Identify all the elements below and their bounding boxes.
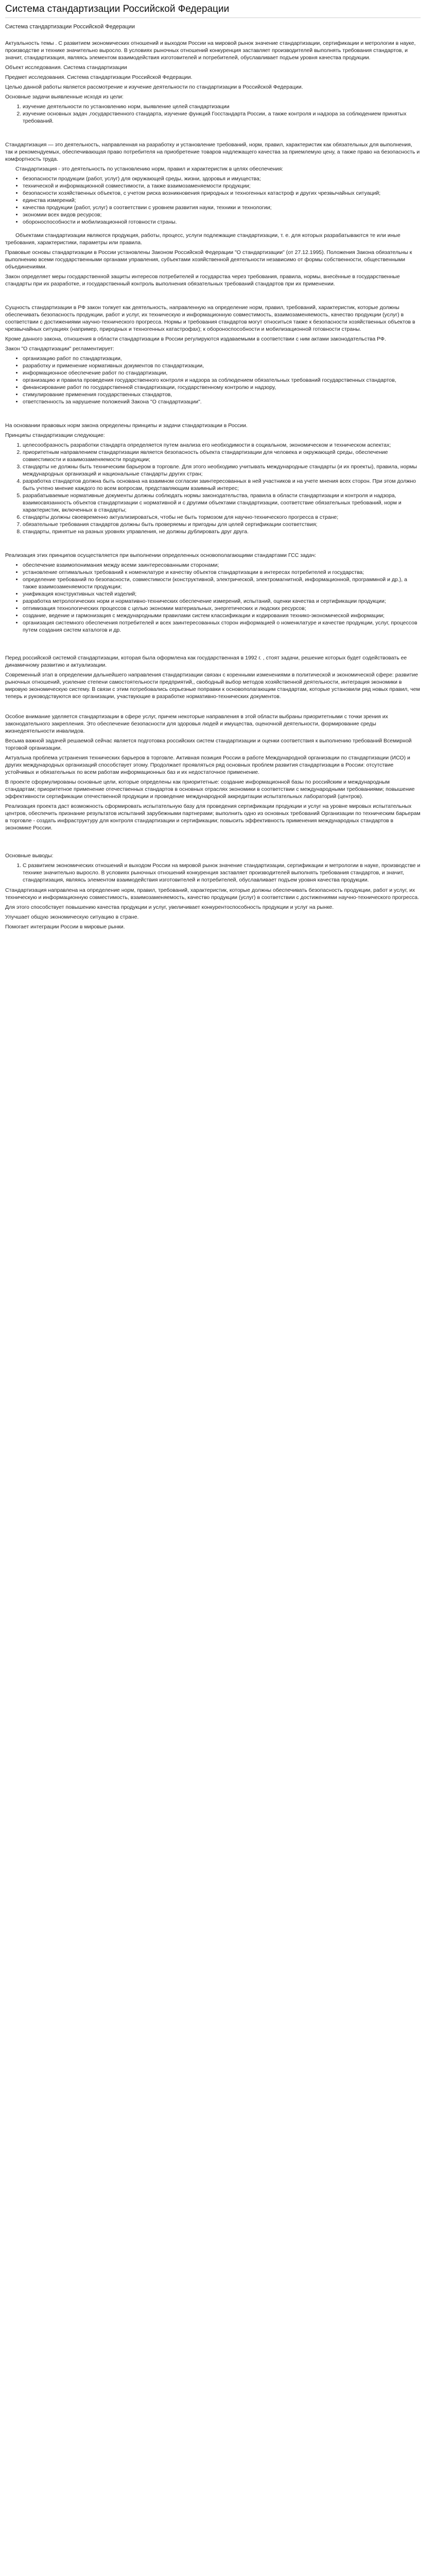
list-item: • унификация конструктивных частей изделий; [23, 590, 421, 598]
list-item: • организацию и правила проведения государственного контроля и надзора за соблюдением обязательных требований государственных стандартов, [23, 377, 421, 384]
paragraph: Актуальна проблема устранения технических барьеров в торговле. Активная позиция России в работе Международной организации по стандартизации (ИСО) и других международных организаций способствует этому. Продолжает проявляться ряд основных проблем развития стандартизации в России: отсутствие устойчивых и обязательных по всем работам информационных баз и их недостаточное применение. [5, 755, 410, 775]
list-item: 6. стандарты должны своевременно актуализироваться, чтобы не быть тормозом для научно-технического прогресса в стране; [23, 514, 421, 521]
principles-list [5, 442, 421, 535]
paragraph: Актуальность темы . С развитием экономических отношений и выходом России на мировой рынок значение стандартизации, сертификации и метрологии в науке, производстве и технике значительно выросло. В условиях рыночных отношений конкуренция заставляет производителей выполнять требования стандартов, и значит, стандартизация, являясь элементом взаимодействия изготовителей и потребителей, обуславливает подъем уровня качества продукции. [5, 40, 416, 61]
paragraph: Закон "О стандартизации" регламентирует: [5, 346, 114, 352]
paragraph: Объект исследования. Система стандартизации [5, 64, 127, 71]
definition-section [5, 141, 421, 226]
conclusions-section [5, 852, 421, 930]
list-item: • единства измерений; [23, 197, 421, 204]
paragraph: Современный этап в определении дальнейшего направления стандартизации связан с коренными изменениями в политической и экономической сфере: развитие рыночных отношений, усиление степени самостоятельности предприятий,, свободный выбор методов хозяйственной деятельности, интеграция экономики в мировую экономическую систему. В связи с этим потребовались серьезные поправки к основополагающим стандартам, которые установили ряд новых правил, чем теперь и руководствуются все организации, участвующие в разработке нормативно-технических документов. [5, 672, 420, 700]
list-item: • информационное обеспечение работ по стандартизации, [23, 369, 421, 377]
list-item: • технической и информационной совместимости, а также взаимозаменяемости продукции; [23, 182, 421, 190]
list-item: • организация системного обеспечения потребителей и всех заинтересованных сторон информацией о номенклатуре и качестве продукции, услуг, процессов путем создания систем каталогов и др. [23, 619, 421, 634]
list-item: 1. целесообразность разработки стандарта определяется путем анализа его необходимости в социальном, экономическом и техническом аспектах; [23, 442, 421, 449]
paragraph: Для этого способствует повышению качества продукции и услуг, увеличивает конкурентоспособность продукции и услуг на рынке. [5, 904, 334, 910]
paragraph: Кроме данного закона, отношения в области стандартизации в России регулируются издаваемыми в соответствии с ним актами законодательства РФ. [5, 336, 386, 342]
section-heading: Основные выводы: [5, 853, 54, 859]
paragraph: На основании правовых норм закона определены принципы и задачи стандартизации в России. [5, 422, 248, 429]
list-item: 7. обязательные требования стандартов должны быть проверяемы и пригодны для целей сертификации соответствия; [23, 521, 421, 528]
list-item: 3. стандарты не должны быть техническим барьером в торговле. Для этого необходимо учитывать международные стандарты (и их проекты), правила, нормы международных организаций и национальные стандарты других стран; [23, 463, 421, 478]
paragraph: В проекте сформулированы основные цели, которые определены как приоритетные: создание информационной базы по российским и международным стандартам; приоритетное применение отечественных стандартов в основных отраслях экономики в соответствии с международными требованиями; повышение эффективности сертификации отечественной продукции и проведение международной аккредитации испытательных лабораторий (центров). [5, 779, 415, 800]
paragraph: Основные задачи выявленные исходя из цели: [5, 94, 124, 100]
goals-list [5, 175, 421, 226]
list-item: • качества продукции (работ, услуг) в соответствии с уровнем развития науки, техники и технологии; [23, 204, 421, 211]
paragraph: Реализация проекта даст возможность сформировать испытательную базу для проведения сертификации продукции и услуг на уровне мировых испытательных центров, обеспечить признание результатов испытаний зарубежными партнерами; выполнить одно из основных требований Организации по техническим барьерам в торговле - создать инфраструктуру для контроля стандартизации и сертификации; повысить эффективность применения международных стандартов в экономике России. [5, 803, 421, 831]
list-item: • обеспечение взаимопонимания между всеми заинтересованными сторонами; [23, 562, 421, 569]
paragraph: Особое внимание уделяется стандартизации в сфере услуг, причем некоторые направления в этой области выбраны приоритетными с точки зрения их законодательного закрепления. Это обеспечение безопасности для здоровья людей и имущества, оценочной деятельности, формирование среды жизнедеятельности инвалидов. [5, 714, 388, 734]
paragraph: Стандартизация - это деятельность по установлению норм, правил и характеристик в целях обеспечения: [15, 166, 284, 172]
list-item: • установление оптимальных требований к номенклатуре и качеству объектов стандартизации в интересах потребителей и государства; [23, 569, 421, 576]
list-item: 5. разрабатываемые нормативные документы должны соблюдать нормы законодательства, правила в области стандартизации и контроля и надзора, взаимосвязанность объектов стандартизации с нормативной и с другими объектами стандартизации, соответствие обязательных требований, норм и характеристик, включенных в стандарты; [23, 492, 421, 514]
document-subtitle: Система стандартизации Российской Федерации [5, 24, 135, 30]
paragraph: Сущность стандартизации в РФ закон толкует как деятельность, направленную на определение норм, правил, требований, характеристик, которые должны обеспечивать безопасность продукции, работ и услуг, их техническую и информационную совместимость, взаимозаменяемость, качество продукции (услуг) в соответствии с достижениями научно-технического прогресса. Нормы и требования стандартов могут относиться также к безопасности хозяйственных объектов в чрезвычайных ситуациях (например, природных и техногенных катастрофах); к обороноспособности и мобилизационной готовности страны. [5, 304, 415, 332]
list-item: 2. приоритетным направлением стандартизации является безопасность объекта стандартизации для человека и окружающей среды, обеспечение совместимости и взаимозаменяемости продукции; [23, 449, 421, 463]
paragraph: Объектами стандартизации являются продукция, работы, процесс, услуги подлежащие стандартизации, т. е. для которых разрабатываются те или иные требования, характеристики, параметры или правила. [5, 232, 400, 246]
paragraph: Закон определяет меры государственной защиты интересов потребителей и государства через требования, правила, нормы, внесённые в государственные стандарты при их разработке, и государственный контроль выполнения обязательных требований стандартов при их применении. [5, 274, 400, 287]
list-item: • определение требований по безопасности, совместимости (конструктивной, электрической, электромагнитной, информационной, программной и др.), а также взаимозаменяемости продукции; [23, 576, 421, 590]
objects-section [5, 232, 421, 287]
gosstandart-tasks-list [5, 562, 421, 634]
list-item: 8. стандарты, принятые на разных уровнях управления, не должны дублировать друг друга. [23, 528, 421, 535]
history-section [5, 654, 421, 832]
list-item: • безопасности продукции (работ, услуг) для окружающей среды, жизни, здоровья и имущества; [23, 175, 421, 182]
list-item: • создание, ведение и гармонизация с международными правилами систем классификации и кодирования технико-экономической информации; [23, 612, 421, 619]
paragraph: Весьма важной задачей решаемой сейчас является подготовка российских систем стандартизации и оценки соответствия к выполнению требований Всемирной торговой организации. [5, 738, 412, 751]
conclusions-list [5, 862, 421, 884]
page-title: Система стандартизации Российской Федерации [5, 3, 421, 18]
list-item: • разработку и применение нормативных документов по стандартизации, [23, 362, 421, 369]
paragraph: Правовые основы стандартизации в России установлены Законом Российской Федерации "О стандартизации" (от 27.12.1995). Положения Закона обязательны к выполнению всеми государственными органами управления, субъектами хозяйственной деятельности независимо от формы собственности, общественными объединениями. [5, 249, 412, 270]
essence-section [5, 304, 421, 405]
paragraph: Помогает интеграции России в мировые рынки. [5, 924, 125, 930]
paragraph: Стандартизация — это деятельность, направленная на разработку и установление требований, норм, правил, характеристик как обязательных для выполнения, так и рекомендуемых, обеспечивающая право потребителя на приобретение товаров надлежащего качества за приемлемую цену, а также право на безопасность и комфортность труда. [5, 142, 420, 162]
list-item: • ответственность за нарушение положений Закона "О стандартизации". [23, 398, 421, 405]
paragraph: Предмет исследования. Система стандартизации Российской Федерации. [5, 74, 193, 80]
principles-section [5, 422, 421, 535]
gosstandart-section [5, 552, 421, 634]
list-item: • безопасности хозяйственных объектов, с учетом риска возникновения природных и техногенных катастроф и других чрезвычайных ситуаций; [23, 190, 421, 197]
paragraph: Принципы стандартизации следующие: [5, 432, 105, 438]
document [0, 0, 426, 947]
paragraph: Стандартизация направлена на определение норм, правил, требований, характеристик, которые должны обеспечивать безопасность продукции, работ и услуг, их техническую и информационную совместимость, взаимозаменяемость, качество продукции (услуг) в соответствии с достижениями научно-технического прогресса. [5, 887, 419, 901]
paragraph: Целью данной работы является рассмотрение и изучение деятельности по стандартизации в Российской Федерации. [5, 84, 303, 90]
list-item: 2. изучение основных задач ,государственного стандарта, изучение функций Госстандарта России, а также контроля и надзора за соблюдением принятых требований. [23, 110, 421, 125]
law-items-list [5, 355, 421, 405]
list-item: 1. изучение деятельности по установлению норм, выявление целей стандартизации [23, 103, 421, 110]
list-item: • оптимизация технологических процессов с целью экономии материальных, энергетических и людских ресурсов; [23, 605, 421, 612]
paragraph: Улучшает общую экономическую ситуацию в стране. [5, 914, 139, 920]
tasks-list [5, 103, 421, 125]
intro-section [5, 40, 421, 125]
list-item: • экономии всех видов ресурсов; [23, 211, 421, 218]
list-item: • финансирование работ по государственной стандартизации, государственному контролю и надзору, [23, 384, 421, 391]
list-item: 4. разработка стандартов должна быть основана на взаимном согласии заинтересованных в ней участников и на учете мнения всех сторон. При этом должно быть учтено мнение каждого по всем вопросам, представляющим взаимный интерес; [23, 478, 421, 492]
list-item: • организацию работ по стандартизации, [23, 355, 421, 362]
paragraph: Перед российской системой стандартизации, которая была оформлена как государственная в 1992 г. , стоят задачи, решение которых будет содействовать ее динамичному развитию и актуализации. [5, 655, 407, 668]
paragraph: Реализация этих принципов осуществляется при выполнении определенных основополагающими стандартами ГСС задач: [5, 552, 317, 558]
list-item: 1. С развитием экономических отношений и выходом России на мировой рынок значение стандартизации, сертификации и метрологии в науке, производстве и технике значительно выросло. В условиях рыночных отношений конкуренция заставляет производителей выполнять требования стандартов, и значит, стандартизация, являясь элементом взаимодействия изготовителей и потребителей, обуславливает подъем уровня качества продукции. [23, 862, 421, 884]
list-item: • обороноспособности и мобилизационной готовности страны. [23, 218, 421, 226]
list-item: • разработка метрологических норм и нормативно-технических обеспечение измерений, испытаний, оценки качества и сертификации продукции; [23, 598, 421, 605]
list-item: • стимулирование применения государственных стандартов, [23, 391, 421, 398]
